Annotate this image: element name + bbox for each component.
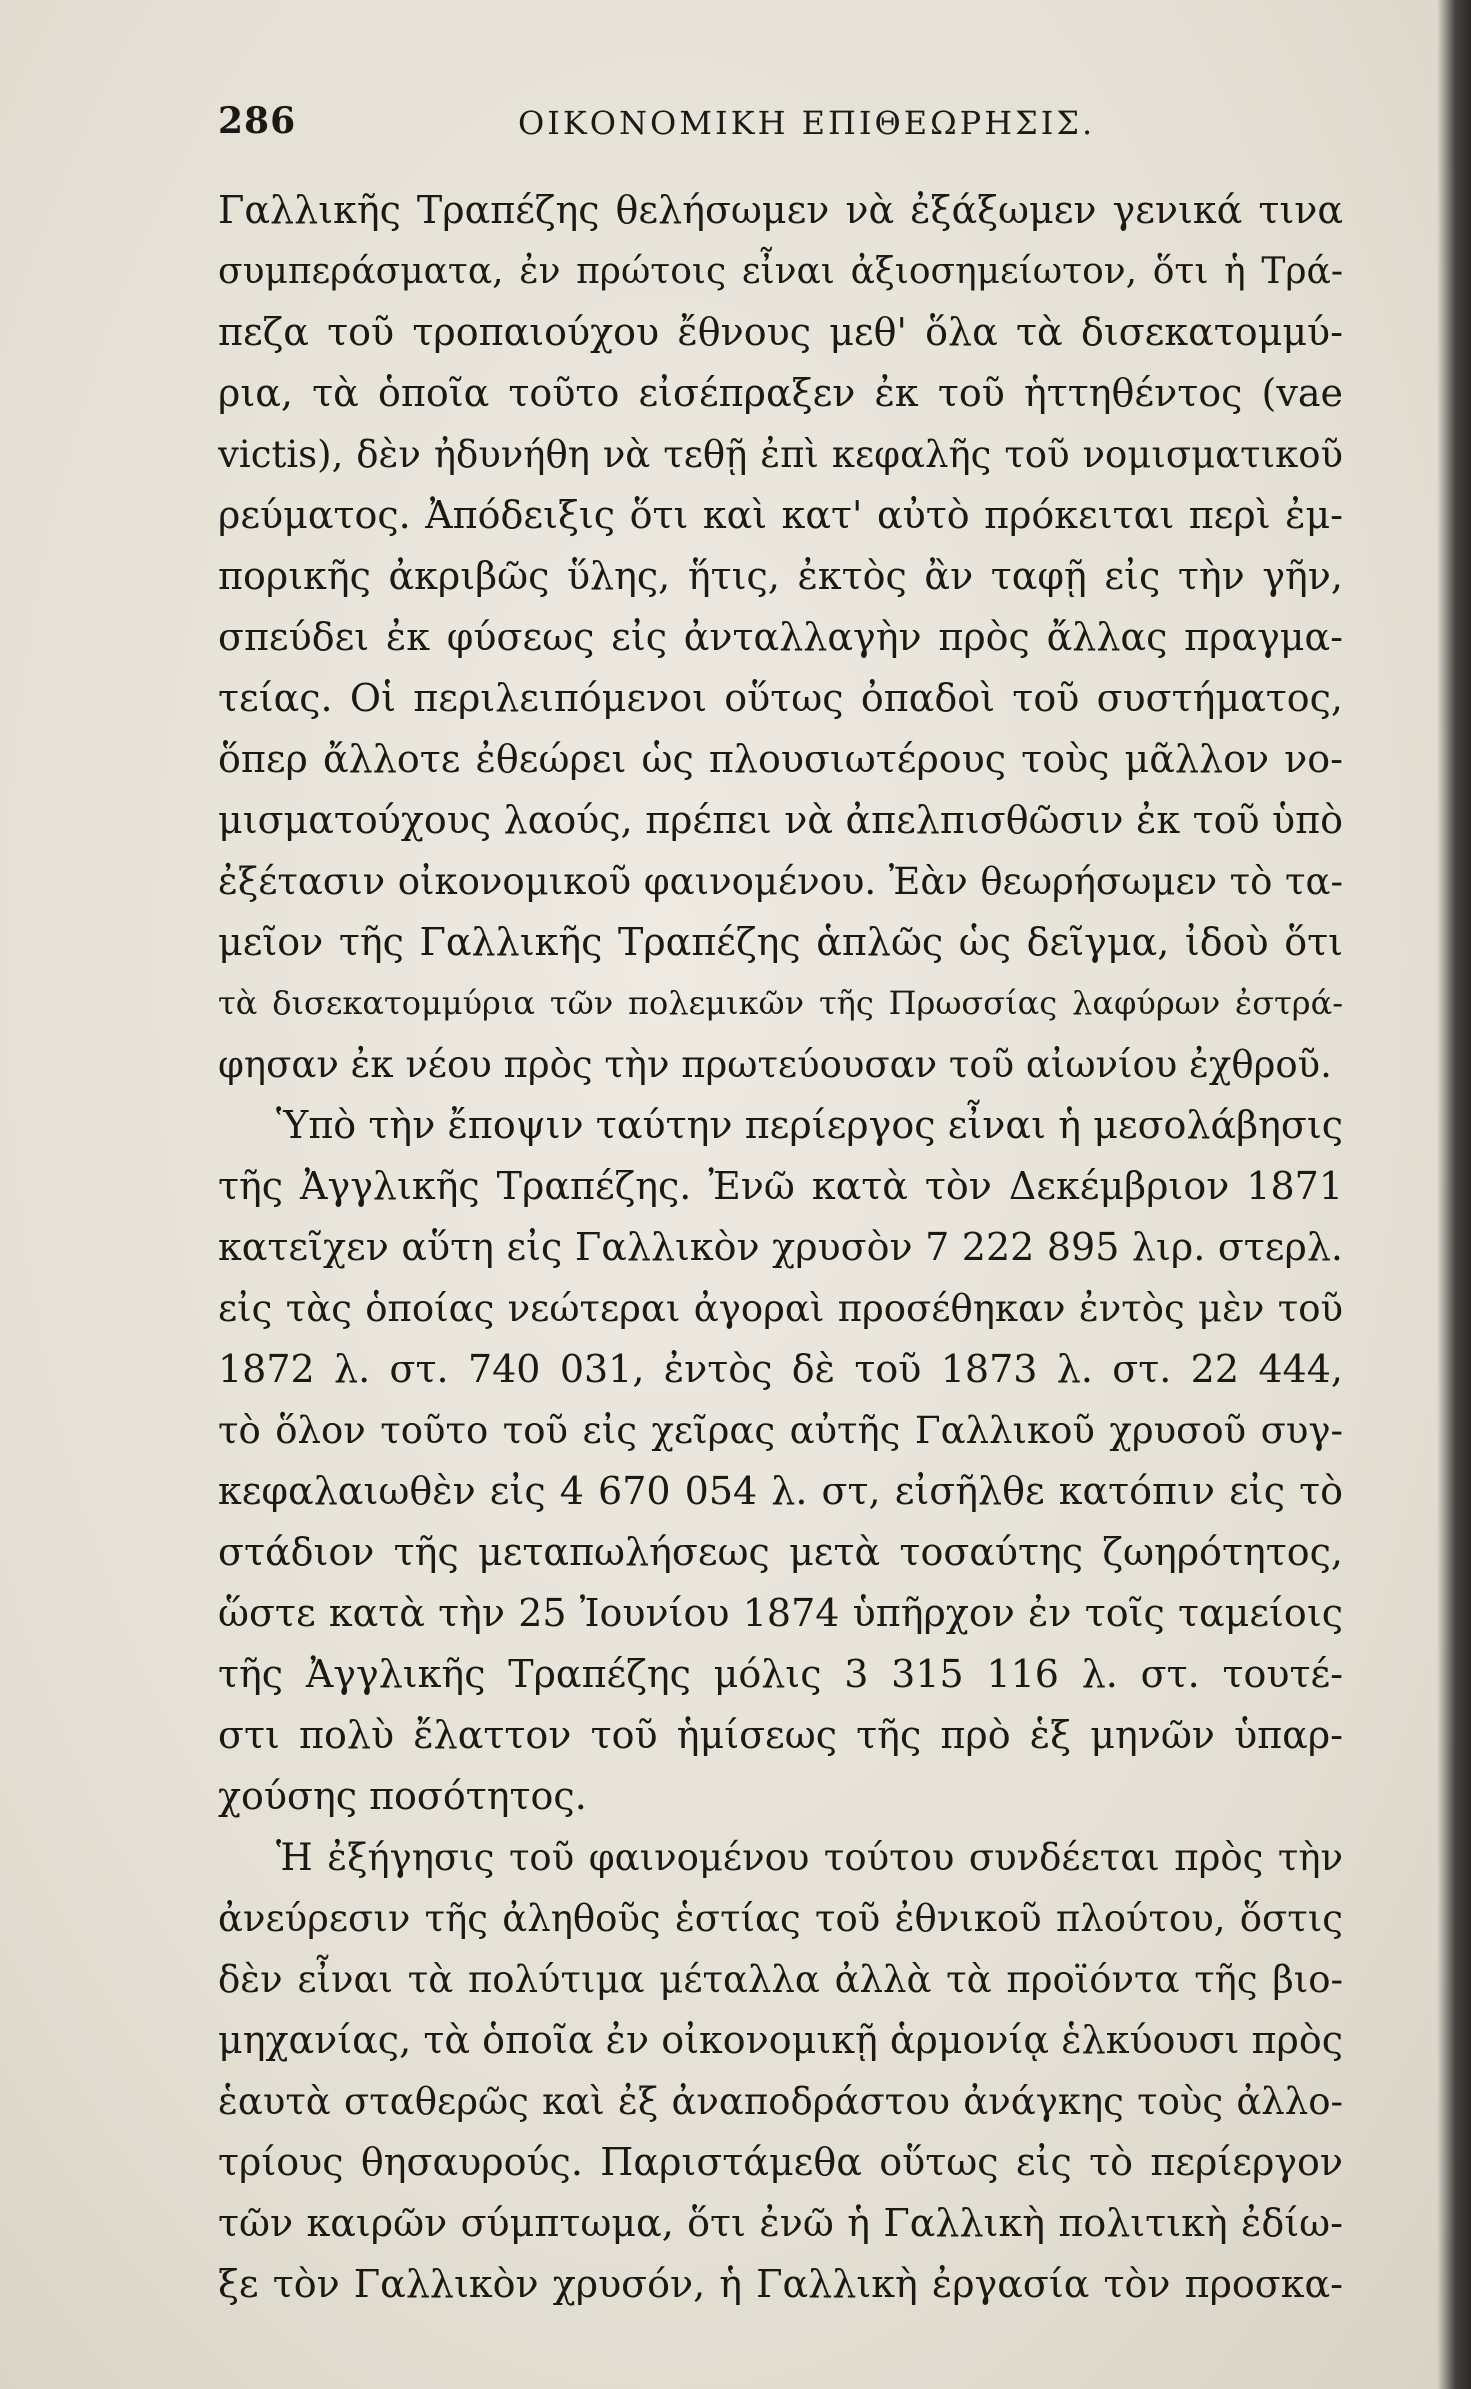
text-line: φησαν ἐκ νέου πρὸς τὴν πρωτεύουσαν τοῦ αἰωνίου ἐχθροῦ.: [218, 1043, 1332, 1086]
body-text: [218, 180, 1343, 2315]
text-line: χούσης ποσότητος.: [218, 1774, 587, 1818]
text-line: ἀνεύρεσιν τῆς ἀληθοῦς ἑστίας τοῦ ἐθνικοῦ πλούτου, ὅστις: [218, 1897, 1343, 1940]
text-line: κεφαλαιωθὲν εἰς 4 670 054 λ. στ, εἰσῆλθε κατόπιν εἰς τὸ: [218, 1469, 1343, 1513]
text-line: δὲν εἶναι τὰ πολύτιμα μέταλλα ἀλλὰ τὰ προϊόντα τῆς βιο-: [218, 1958, 1343, 2001]
text-line: ὥστε κατὰ τὴν 25 Ἰουνίου 1874 ὑπῆρχον ἐν τοῖς ταμείοις: [218, 1591, 1343, 1635]
text-line: τῆς Ἀγγλικῆς Τραπέζης. Ἐνῶ κατὰ τὸν Δεκέμβριον 1871: [218, 1164, 1343, 1208]
text-line: victis), δὲν ἠδυνήθη νὰ τεθῇ ἐπὶ κεφαλῆς τοῦ νομισματικοῦ: [218, 433, 1343, 476]
page-number: 286: [218, 100, 297, 142]
text-line: συμπεράσματα, ἐν πρώτοις εἶναι ἀξιοσημείωτον, ὅτι ἡ Τρά-: [218, 251, 1343, 292]
text-line: εἰς τὰς ὁποίας νεώτεραι ἀγοραὶ προσέθηκαν ἐντὸς μὲν τοῦ: [218, 1287, 1343, 1330]
text-line: τὸ ὅλον τοῦτο τοῦ εἰς χεῖρας αὐτῆς Γαλλικοῦ χρυσοῦ συγ-: [218, 1409, 1343, 1452]
page-header: [218, 100, 1358, 160]
text-line: τῶν καιρῶν σύμπτωμα, ὅτι ἐνῶ ἡ Γαλλικὴ πολιτικὴ ἐδίω-: [218, 2201, 1343, 2245]
text-line: στι πολὺ ἔλαττον τοῦ ἡμίσεως τῆς πρὸ ἑξ μηνῶν ὑπαρ-: [218, 1713, 1343, 1757]
text-line: ξε τὸν Γαλλικὸν χρυσόν, ἡ Γαλλικὴ ἐργασία τὸν προσκα-: [218, 2262, 1343, 2306]
text-line: μεῖον τῆς Γαλλικῆς Τραπέζης ἁπλῶς ὡς δεῖγμα, ἰδοὺ ὅτι: [218, 920, 1343, 964]
text-line: σπεύδει ἐκ φύσεως εἰς ἀνταλλαγὴν πρὸς ἄλλας πραγμα-: [218, 615, 1343, 659]
text-line: τῆς Ἀγγλικῆς Τραπέζης μόλις 3 315 116 λ. στ. τουτέ-: [218, 1652, 1343, 1696]
text-line: ἐξέτασιν οἰκονομικοῦ φαινομένου. Ἐὰν θεωρήσωμεν τὸ τα-: [218, 860, 1343, 903]
text-line: ἑαυτὰ σταθερῶς καὶ ἐξ ἀναποδράστου ἀνάγκης τοὺς ἀλλο-: [218, 2080, 1343, 2123]
text-line: τείας. Οἱ περιλειπόμενοι οὕτως ὀπαδοὶ τοῦ συστήματος,: [218, 676, 1343, 720]
text-line: 1872 λ. στ. 740 031, ἐντὸς δὲ τοῦ 1873 λ. στ. 22 444,: [218, 1347, 1343, 1391]
page-edge-shadow: [1437, 0, 1471, 2389]
text-line: πορικῆς ἀκριβῶς ὕλης, ἥτις, ἐκτὸς ἂν ταφῇ εἰς τὴν γῆν,: [218, 554, 1343, 598]
text-line: τὰ δισεκατομμύρια τῶν πολεμικῶν τῆς Πρωσσίας λαφύρων ἐστρά-: [218, 984, 1343, 1022]
text-line: Ὑπὸ τὴν ἔποψιν ταύτην περίεργος εἶναι ἡ μεσολάβησις: [276, 1103, 1343, 1147]
text-line: ὅπερ ἄλλοτε ἐθεώρει ὡς πλουσιωτέρους τοὺς μᾶλλον νο-: [218, 737, 1343, 781]
text-line: Γαλλικῆς Τραπέζης θελήσωμεν νὰ ἐξάξωμεν γενικά τινα: [218, 188, 1343, 232]
text-line: ρια, τὰ ὁποῖα τοῦτο εἰσέπραξεν ἐκ τοῦ ἡττηθέντος (vae: [218, 371, 1343, 415]
text-line: κατεῖχεν αὕτη εἰς Γαλλικὸν χρυσὸν 7 222 895 λιρ. στερλ.: [218, 1225, 1343, 1269]
text-line: μηχανίας, τὰ ὁποῖα ἐν οἰκονομικῇ ἁρμονίᾳ ἑλκύουσι πρὸς: [218, 2018, 1343, 2062]
running-title: ΟΙΚΟΝΟΜΙΚΗ ΕΠΙΘΕΩΡΗΣΙΣ.: [518, 104, 1096, 142]
text-line: ρεύματος. Ἀπόδειξις ὅτι καὶ κατ' αὐτὸ πρόκειται περὶ ἐμ-: [218, 493, 1343, 537]
text-line: μισματούχους λαούς, πρέπει νὰ ἀπελπισθῶσιν ἐκ τοῦ ὑπὸ: [218, 798, 1343, 842]
text-line: στάδιον τῆς μεταπωλήσεως μετὰ τοσαύτης ζωηρότητος,: [218, 1530, 1343, 1574]
text-line: πεζα τοῦ τροπαιούχου ἔθνους μεθ' ὅλα τὰ δισεκατομμύ-: [218, 310, 1343, 354]
text-line: Ἡ ἐξήγησις τοῦ φαινομένου τούτου συνδέεται πρὸς τὴν: [276, 1836, 1343, 1879]
text-line: τρίους θησαυρούς. Παριστάμεθα οὕτως εἰς τὸ περίεργον: [218, 2140, 1343, 2184]
